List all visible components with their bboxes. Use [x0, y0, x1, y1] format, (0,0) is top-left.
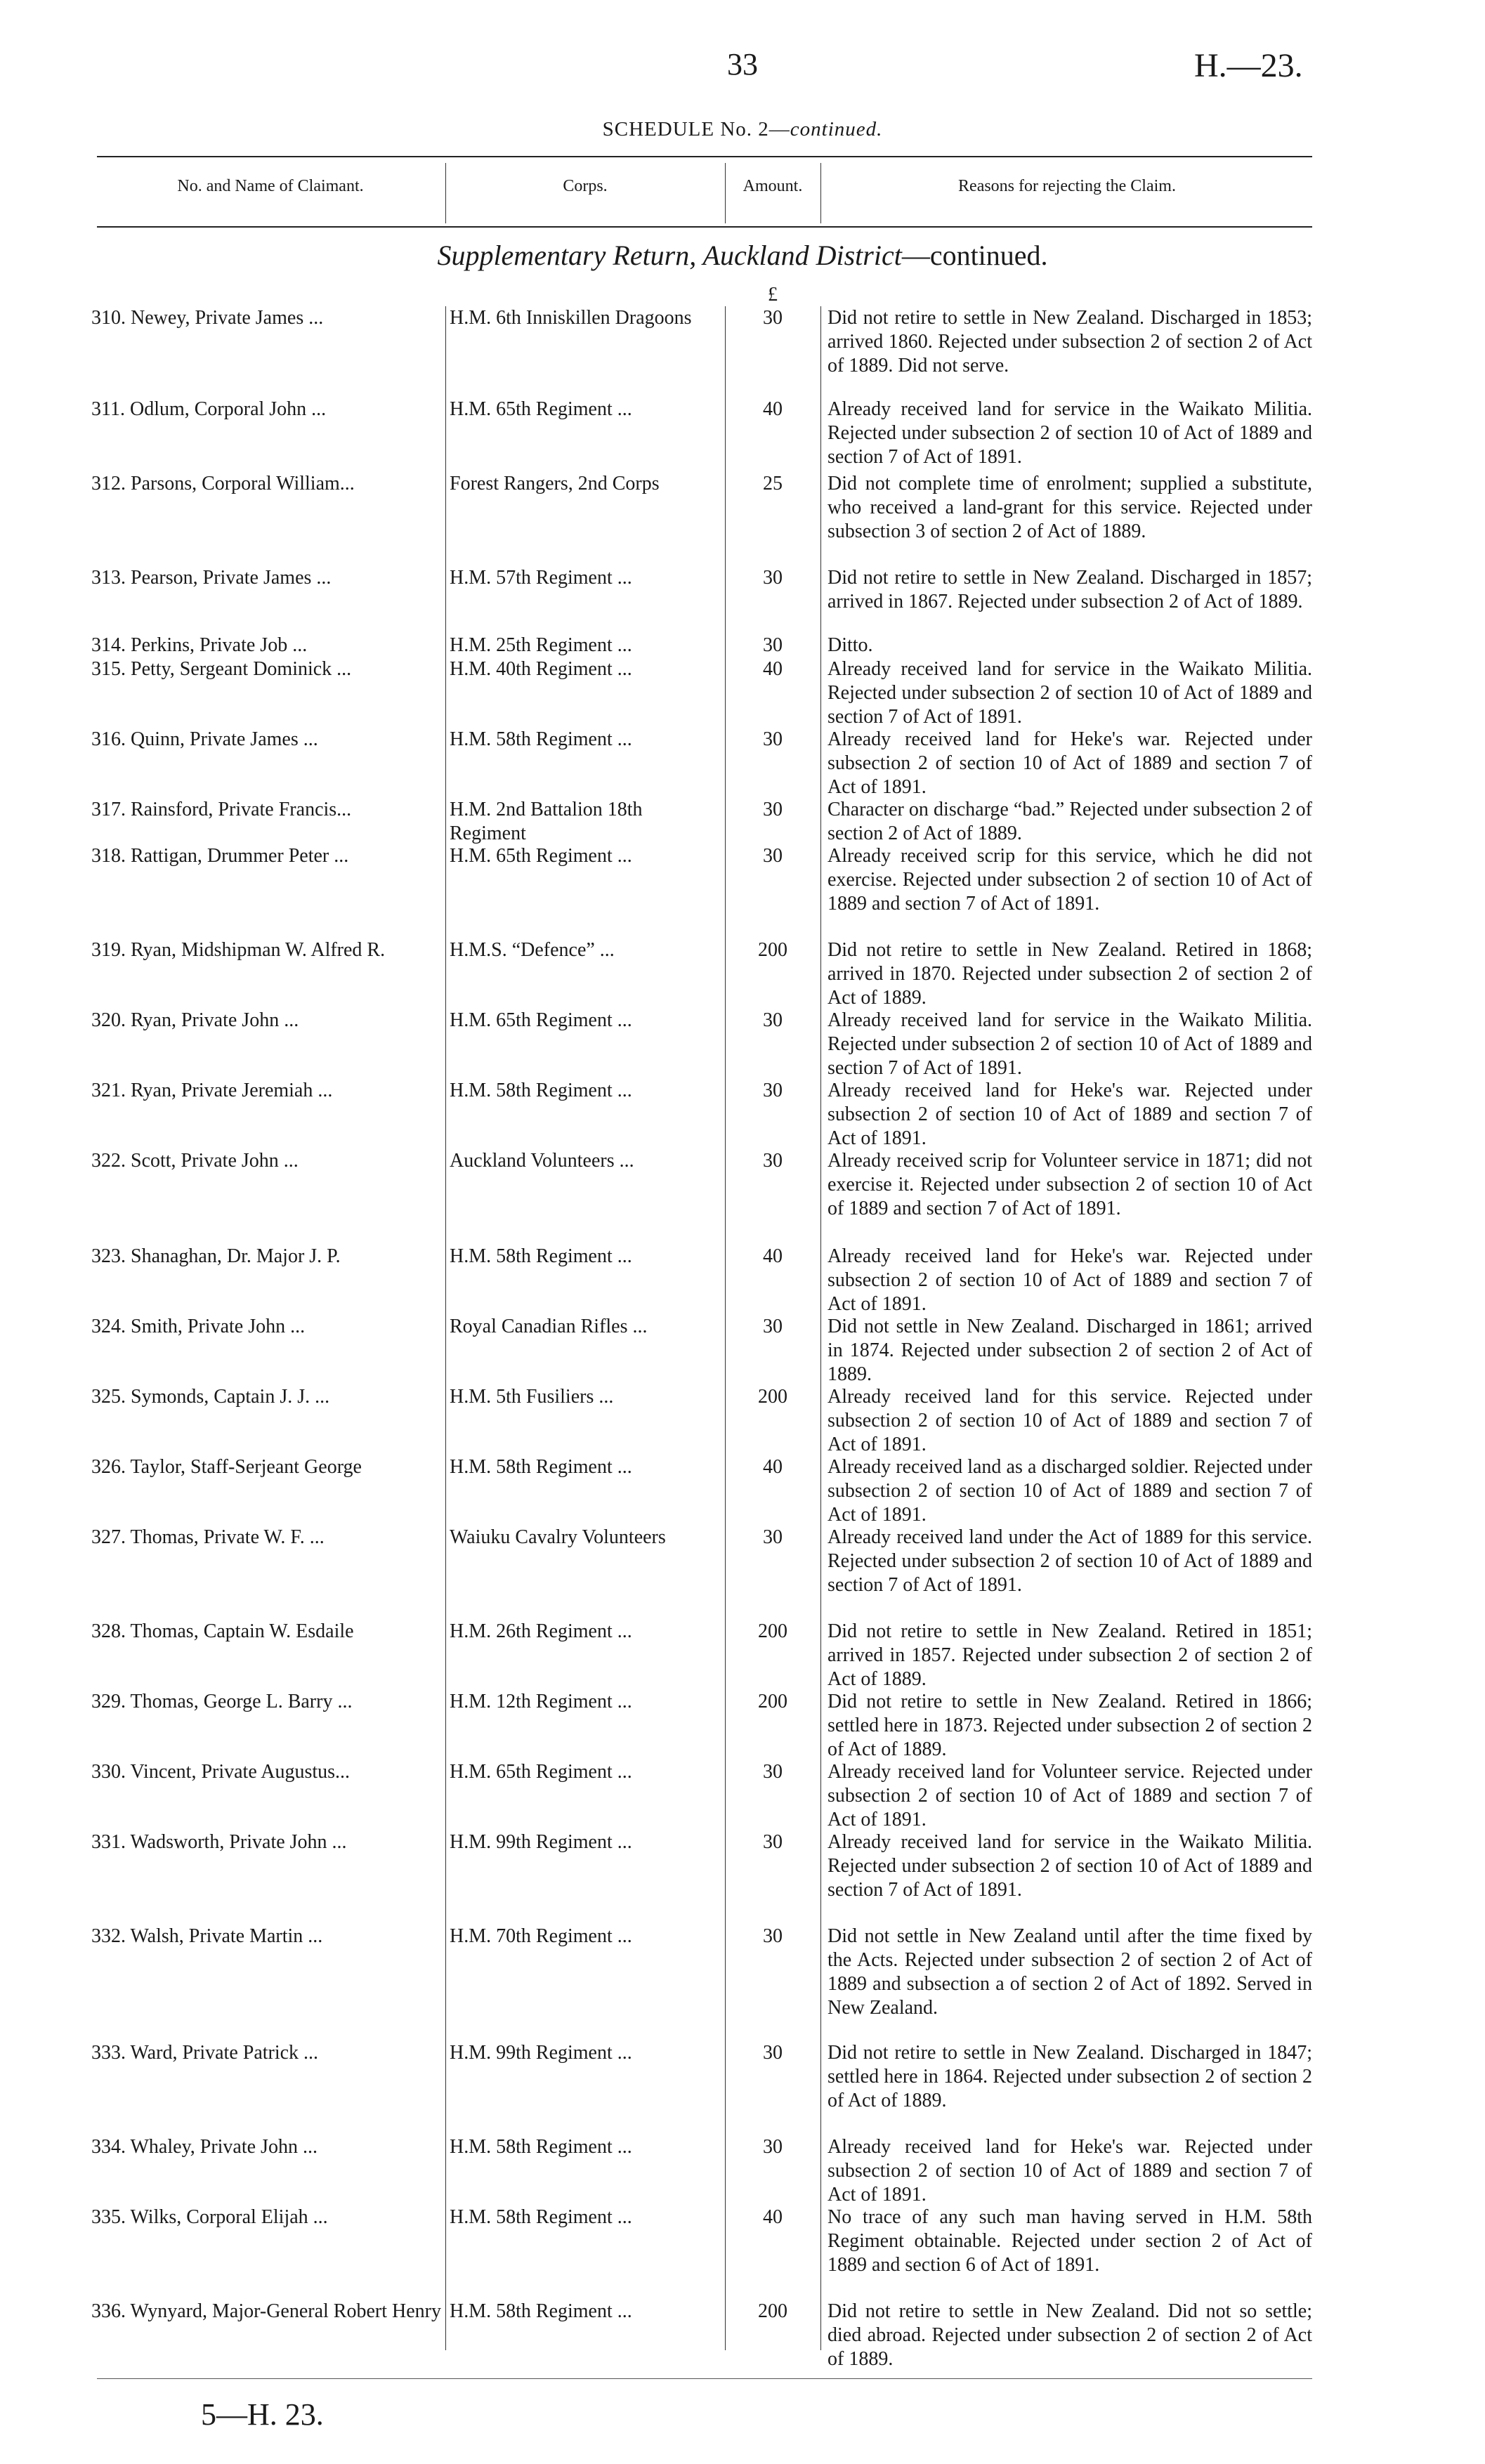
claimant-name-text: Ward, Private Patrick ... [130, 2042, 319, 2064]
body-divider [725, 306, 726, 2350]
claimant-name [91, 798, 443, 822]
amount-cell: 200 [758, 2300, 787, 2322]
claim-number: 317. [91, 799, 126, 820]
claim-number: 333. [91, 2042, 126, 2064]
corps-cell: H.M. 12th Regiment ... [450, 1691, 632, 1712]
corps-cell: H.M. 58th Regiment ... [450, 2206, 632, 2228]
corps-cell: Waiuku Cavalry Volunteers [450, 1526, 666, 1548]
corps-cell: H.M. 58th Regiment ... [450, 1080, 632, 1101]
corps-cell: Auckland Volunteers ... [450, 1150, 634, 1172]
amount-cell: 30 [763, 1761, 783, 1783]
claimant-name [91, 2300, 443, 2324]
claimant-name [91, 2135, 443, 2159]
corps-cell: Forest Rangers, 2nd Corps [450, 473, 660, 494]
claimant-name-text: Shanaghan, Dr. Major J. P. [131, 1245, 341, 1267]
reason-cell: Did not settle in New Zealand until after the time fixed by the Acts. Rejected under subsection 2 of section 2 of Act of 1889 and subsection a of section 2 of Act of 1892. Served in New Zealand. [827, 1925, 1312, 2019]
claim-number: 331. [91, 1831, 126, 1853]
corps-cell: H.M. 6th Inniskillen Dragoons [450, 307, 692, 329]
claimant-name-text: Wynyard, Major-General Robert Henry [130, 2300, 441, 2322]
corps-cell: H.M. 2nd Battalion 18th Regiment [450, 799, 643, 844]
schedule-title-main: SCHEDULE No. 2— [602, 118, 790, 140]
claimant-name-text: Parsons, Corporal William... [131, 473, 355, 494]
amount-cell: 30 [763, 634, 783, 656]
claimant-name-text: Wadsworth, Private John ... [130, 1831, 347, 1853]
corps-cell: H.M. 5th Fusiliers ... [450, 1386, 614, 1408]
reason-cell: Already received land for Volunteer service. Rejected under subsection 2 of section 10 of Act of 1889 and section 7 of Act of 1891. [827, 1761, 1312, 1830]
claimant-name-text: Whaley, Private John ... [130, 2136, 318, 2158]
amount-cell: 40 [763, 1245, 783, 1267]
section-title-continued: —continued. [901, 240, 1048, 271]
body-divider [445, 306, 446, 2350]
amount-cell: 30 [763, 1009, 783, 1031]
claimant-name-text: Symonds, Captain J. J. ... [131, 1386, 330, 1408]
amount-cell: 30 [763, 799, 783, 820]
corps-cell: H.M. 26th Regiment ... [450, 1620, 632, 1642]
claimant-name-text: Newey, Private James ... [131, 307, 324, 329]
corps-cell: Royal Canadian Rifles ... [450, 1316, 648, 1337]
claim-number: 325. [91, 1386, 126, 1408]
claim-number: 328. [91, 1620, 126, 1642]
corps-cell: H.M. 65th Regiment ... [450, 845, 632, 867]
reason-cell: Did not retire to settle in New Zealand. Discharged in 1847; settled here in 1864. Rejected under subsection 2 of section 2 of Act of 1889. [827, 2042, 1312, 2111]
amount-cell: 40 [763, 1456, 783, 1478]
claimant-name [91, 1830, 443, 1854]
claimant-name-text: Ryan, Private John ... [131, 1009, 299, 1031]
claimant-name [91, 472, 443, 496]
claim-number: 324. [91, 1316, 126, 1337]
claimant-name [91, 728, 443, 752]
claim-number: 321. [91, 1080, 126, 1101]
amount-cell: 40 [763, 658, 783, 680]
claimant-name-text: Taylor, Staff-Serjeant George [130, 1456, 362, 1478]
claimant-name [91, 1760, 443, 1784]
amount-cell: 30 [763, 2136, 783, 2158]
amount-cell: 30 [763, 1080, 783, 1101]
claimant-name [91, 1690, 443, 1714]
amount-cell: 25 [763, 473, 783, 494]
amount-cell: 30 [763, 567, 783, 589]
claim-number: 327. [91, 1526, 126, 1548]
corps-cell: H.M. 65th Regiment ... [450, 1761, 632, 1783]
body-divider [820, 306, 821, 2350]
amount-cell: 30 [763, 845, 783, 867]
claim-number: 326. [91, 1456, 126, 1478]
schedule-title-continued: continued. [790, 118, 883, 140]
claimant-name [91, 1149, 443, 1173]
claimant-name-text: Smith, Private John ... [131, 1316, 306, 1337]
claimant-name [91, 1925, 443, 1948]
corps-cell: H.M.S. “Defence” ... [450, 939, 615, 961]
corps-cell: H.M. 70th Regiment ... [450, 1925, 632, 1947]
footer-signature: 5—H. 23. [201, 2397, 324, 2432]
claim-number: 318. [91, 845, 126, 867]
reason-cell: Already received scrip for Volunteer service in 1871; did not exercise it. Rejected under subsection 2 of section 10 of Act of 1889 and section 7 of Act of 1891. [827, 1150, 1312, 1219]
claim-number: 312. [91, 473, 126, 494]
claimant-name-text: Ryan, Private Jeremiah ... [131, 1080, 333, 1101]
claimant-name-text: Walsh, Private Martin ... [130, 1925, 323, 1947]
corps-cell: H.M. 58th Regiment ... [450, 728, 632, 750]
amount-cell: 30 [763, 307, 783, 329]
corps-cell: H.M. 58th Regiment ... [450, 2300, 632, 2322]
claimant-name [91, 2041, 443, 2065]
claimant-name [91, 938, 443, 962]
amount-cell: 30 [763, 1316, 783, 1337]
claim-number: 310. [91, 307, 126, 329]
reason-cell: Already received land for service in the Waikato Militia. Rejected under subsection 2 of section 10 of Act of 1889 and section 7 of Act of 1891. [827, 398, 1312, 468]
reason-cell: Already received land for service in the Waikato Militia. Rejected under subsection 2 of section 10 of Act of 1889 and section 7 of Act of 1891. [827, 658, 1312, 728]
header-bottom-rule [97, 226, 1312, 228]
reason-cell: Already received land as a discharged soldier. Rejected under subsection 2 of section 10 of Act of 1889 and section 7 of Act of 1891. [827, 1456, 1312, 1526]
claimant-name [91, 1526, 443, 1549]
corps-cell: H.M. 58th Regiment ... [450, 2136, 632, 2158]
reason-cell: Already received land for service in the Waikato Militia. Rejected under subsection 2 of section 10 of Act of 1889 and section 7 of Act of 1891. [827, 1831, 1312, 1901]
currency-symbol: £ [768, 284, 778, 306]
amount-cell: 200 [758, 1386, 787, 1408]
claimant-name [91, 634, 443, 657]
claim-number: 315. [91, 658, 126, 680]
reason-cell: Already received land for Heke's war. Rejected under subsection 2 of section 10 of Act of 1889 and section 7 of Act of 1891. [827, 1245, 1312, 1315]
claim-number: 320. [91, 1009, 126, 1031]
claim-number: 323. [91, 1245, 126, 1267]
claim-number: 334. [91, 2136, 126, 2158]
header-divider [725, 163, 726, 223]
amount-cell: 30 [763, 1150, 783, 1172]
column-header-reasons: Reasons for rejecting the Claim. [958, 177, 1176, 195]
header-divider [820, 163, 821, 223]
corps-cell: H.M. 65th Regiment ... [450, 398, 632, 420]
corps-cell: H.M. 99th Regiment ... [450, 1831, 632, 1853]
header-divider [445, 163, 446, 223]
amount-cell: 30 [763, 728, 783, 750]
claimant-name-text: Pearson, Private James ... [131, 567, 332, 589]
claim-number: 336. [91, 2300, 126, 2322]
claimant-name [91, 657, 443, 681]
claimant-name-text: Rattigan, Drummer Peter ... [131, 845, 349, 867]
claimant-name [91, 1315, 443, 1339]
claimant-name [91, 1079, 443, 1103]
claimant-name [91, 566, 443, 590]
claimant-name [91, 1620, 443, 1644]
amount-cell: 200 [758, 1620, 787, 1642]
corps-cell: H.M. 57th Regiment ... [450, 567, 632, 589]
column-header-claimant: No. and Name of Claimant. [177, 177, 364, 195]
claimant-name-text: Odlum, Corporal John ... [129, 398, 327, 420]
reason-cell: No trace of any such man having served in H.M. 58th Regiment obtainable. Rejected under section 2 of Act of 1889 and section 6 of Act of 1891. [827, 2206, 1312, 2276]
corps-cell: H.M. 58th Regiment ... [450, 1245, 632, 1267]
reason-cell: Ditto. [827, 634, 873, 656]
claimant-name-text: Petty, Sergeant Dominick ... [131, 658, 352, 680]
reason-cell: Already received land for Heke's war. Rejected under subsection 2 of section 10 of Act of 1889 and section 7 of Act of 1891. [827, 728, 1312, 798]
reason-cell: Already received scrip for this service, which he did not exercise. Rejected under subsection 2 of section 10 of Act of 1889 and section 7 of Act of 1891. [827, 845, 1312, 915]
page-number: 33 [727, 47, 758, 81]
amount-cell: 30 [763, 1526, 783, 1548]
schedule-title [0, 118, 1485, 141]
reason-cell: Already received land for Heke's war. Rejected under subsection 2 of section 10 of Act of 1889 and section 7 of Act of 1891. [827, 2136, 1312, 2206]
claimant-name [91, 398, 443, 421]
amount-cell: 30 [763, 2042, 783, 2064]
reason-cell: Did not retire to settle in New Zealand. Did not so settle; died abroad. Rejected under subsection 2 of section 2 of Act of 1889. [827, 2300, 1312, 2370]
amount-cell: 40 [763, 398, 783, 420]
claimant-name-text: Thomas, Private W. F. ... [130, 1526, 325, 1548]
claimant-name [91, 1245, 443, 1269]
column-header-corps: Corps. [563, 177, 608, 195]
claimant-name-text: Thomas, Captain W. Esdaile [130, 1620, 354, 1642]
amount-cell: 30 [763, 1925, 783, 1947]
reason-cell: Did not retire to settle in New Zealand. Retired in 1868; arrived in 1870. Rejected under subsection 2 of section 2 of Act of 1889. [827, 939, 1312, 1009]
amount-cell: 30 [763, 1831, 783, 1853]
claim-number: 316. [91, 728, 126, 750]
claim-number: 330. [91, 1761, 126, 1783]
corps-cell: H.M. 58th Regiment ... [450, 1456, 632, 1478]
claimant-name-text: Perkins, Private Job ... [131, 634, 308, 656]
claimant-name-text: Ryan, Midshipman W. Alfred R. [131, 939, 386, 961]
corps-cell: H.M. 65th Regiment ... [450, 1009, 632, 1031]
amount-cell: 40 [763, 2206, 783, 2228]
reason-cell: Already received land for this service. Rejected under subsection 2 of section 10 of Act of 1889 and section 7 of Act of 1891. [827, 1386, 1312, 1455]
claimant-name [91, 1009, 443, 1033]
footer-rule [97, 2378, 1312, 2379]
claim-number: 319. [91, 939, 126, 961]
corps-cell: H.M. 25th Regiment ... [450, 634, 632, 656]
reason-cell: Did not retire to settle in New Zealand. Retired in 1866; settled here in 1873. Rejected under subsection 2 of section 2 of Act of 1889. [827, 1691, 1312, 1760]
claimant-name-text: Scott, Private John ... [131, 1150, 299, 1172]
claimant-name-text: Quinn, Private James ... [131, 728, 318, 750]
claimant-name-text: Rainsford, Private Francis... [131, 799, 352, 820]
claim-number: 332. [91, 1925, 126, 1947]
reason-cell: Did not complete time of enrolment; supplied a substitute, who received a land-grant for this service. Rejected under subsection 3 of section 2 of Act of 1889. [827, 473, 1312, 542]
claim-number: 314. [91, 634, 126, 656]
reason-cell: Already received land for Heke's war. Rejected under subsection 2 of section 10 of Act of 1889 and section 7 of Act of 1891. [827, 1080, 1312, 1149]
claimant-name [91, 1455, 443, 1479]
claimant-name [91, 1385, 443, 1409]
column-header-amount: Amount. [742, 177, 803, 195]
amount-cell: 200 [758, 1691, 787, 1712]
reason-cell: Already received land for service in the Waikato Militia. Rejected under subsection 2 of section 10 of Act of 1889 and section 7 of Act of 1891. [827, 1009, 1312, 1079]
amount-cell: 200 [758, 939, 787, 961]
reason-cell: Did not retire to settle in New Zealand. Retired in 1851; arrived in 1857. Rejected under subsection 2 of section 2 of Act of 1889. [827, 1620, 1312, 1690]
claim-number: 313. [91, 567, 126, 589]
claimant-name [91, 844, 443, 868]
reason-cell: Character on discharge “bad.” Rejected under subsection 2 of section 2 of Act of 1889. [827, 799, 1312, 844]
claimant-name-text: Vincent, Private Augustus... [130, 1761, 351, 1783]
header-top-rule [97, 156, 1312, 157]
reason-cell: Already received land under the Act of 1889 for this service. Rejected under subsection 2 of section 10 of Act of 1889 and section 7 of Act of 1891. [827, 1526, 1312, 1596]
claimant-name-text: Thomas, George L. Barry ... [130, 1691, 353, 1712]
claim-number: 311. [91, 398, 125, 420]
reason-cell: Did not retire to settle in New Zealand. Discharged in 1853; arrived 1860. Rejected under subsection 2 of section 2 of Act of 1889. Did not serve. [827, 307, 1312, 376]
reason-cell: Did not settle in New Zealand. Discharged in 1861; arrived in 1874. Rejected under subsection 2 of section 2 of Act of 1889. [827, 1316, 1312, 1385]
section-title-main: Supplementary Return, Auckland District [437, 240, 902, 271]
corps-cell: H.M. 99th Regiment ... [450, 2042, 632, 2064]
claim-number: 335. [91, 2206, 126, 2228]
claimant-name [91, 306, 443, 330]
reason-cell: Did not retire to settle in New Zealand. Discharged in 1857; arrived in 1867. Rejected under subsection 2 of Act of 1889. [827, 567, 1312, 612]
claim-number: 322. [91, 1150, 126, 1172]
claimant-name [91, 2206, 443, 2229]
claimant-name-text: Wilks, Corporal Elijah ... [130, 2206, 328, 2228]
corps-cell: H.M. 40th Regiment ... [450, 658, 632, 680]
document-code: H.—23. [1194, 47, 1303, 84]
section-title [0, 239, 1485, 272]
claim-number: 329. [91, 1691, 126, 1712]
